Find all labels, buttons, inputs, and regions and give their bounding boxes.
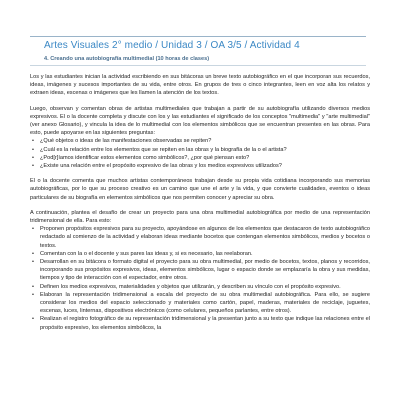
steps-list xyxy=(30,225,370,332)
paragraph-intro: Los y las estudiantes inician la actividad escribiendo en sus bitácoras un breve texto autobiográfico en el que incorporan sus recuerdos, ideas, imágenes y sucesos importantes de su vida, entre otros. En grupos de tres o cinco integrantes, leen en voz alta los relatos y extraen ideas, escenas o imágenes que les llamen la atención de los textos. xyxy=(30,74,370,97)
list-item: • Definen los medios expresivos, materialidades y objetos que utilizarán, y describen su vínculo con el propósito expresivo. xyxy=(40,283,370,291)
paragraph-multimedia: Luego, observan y comentan obras de artistas multimediales que trabajan a partir de su autobiografía utilizando diversos medios expresivos. El o la docente completa y discute con los y las estudiantes el significado de los conceptos "multimedia" y "arte multimedial" (ver anexo Glosario), y vincula la idea de lo multimedial con los elementos simbólicos que se encuentran presentes en las obras. Para esto, puede apoyarse en las siguientes preguntas: xyxy=(30,105,370,137)
subtitle-rule xyxy=(30,65,366,66)
list-item: • ¿Pod[r]íamos identificar estos elementos como simbólicos?, ¿por qué piensan esto? xyxy=(40,154,370,162)
page-title: Artes Visuales 2° medio / Unidad 3 / OA 3/5 / Actividad 4 xyxy=(44,40,300,51)
list-item: • ¿Existe una relación entre el propósito expresivo de las obras y los medios expresivos utilizados? xyxy=(40,162,370,170)
paragraph-teacher-comment: El o la docente comenta que muchos artistas contemporáneos trabajan desde su propia vida cotidiana incorporando sus memorias autobiográficas, por lo que su proceso creativo es un camino que une el arte y la vida, y que convierte cualidades, eventos o ideas particulares de su biografía en elementos simbólicos que nos permiten conocer y apreciar su obra. xyxy=(30,178,370,201)
header-rule xyxy=(30,36,366,37)
list-item: • Realizan el registro fotográfico de su representación tridimensional y la presentan junto a su texto que indique las relaciones entre el propósito expresivo, los elementos simbólicos, la xyxy=(40,315,370,331)
document-body xyxy=(30,73,370,332)
list-item: • Comentan con la o el docente y sus pares las ideas y, si es necesario, las reelaboran. xyxy=(40,250,370,258)
activity-subtitle: 4. Creando una autobiografía multimedial (10 horas de clases) xyxy=(44,56,210,62)
list-item: • Elaboran la representación tridimensional a escala del proyecto de su obra multimedial autobiográfica. Para ello, se sugiere considerar los medios del espacio seleccionado y materiales como cartón, papel, maderas, materiales de reciclaje, juguetes, escenas, luces, linternas, dispositivos electrónicos (como celulares, pequeños parlantes, entre otros). xyxy=(40,291,370,316)
questions-list xyxy=(30,137,370,170)
list-item: • Desarrollan en su bitácora o formato digital el proyecto para su obra multimedial, por medio de bocetos, textos, planos y recorridos, incorporando sus propósitos expresivos, ideas, elementos simbólicos, lugar o espacio donde se emplazaría la obra y sus medidas, tiempos y tipo de interacción con el espectador, entre otros. xyxy=(40,258,370,283)
list-item: • ¿Qué objetos o ideas de las manifestaciones observadas se repiten? xyxy=(40,137,370,145)
list-item: • Proponen propósitos expresivos para su proyecto, apoyándose en algunos de los elementos que destacaron de texto autobiográfico redactado al comienzo de la actividad y elaboran ideas mediante bocetos que contengan elementos simbólicos, medios y bocetos o textos. xyxy=(40,225,370,250)
list-item: • ¿Cuál es la relación entre los elementos que se repiten en las obras y la biografía de la o el artista? xyxy=(40,146,370,154)
paragraph-challenge: A continuación, plantea el desafío de crear un proyecto para una obra multimedial autobiográfica por medio de una representación tridimensional de ella. Para esto: xyxy=(30,209,370,225)
